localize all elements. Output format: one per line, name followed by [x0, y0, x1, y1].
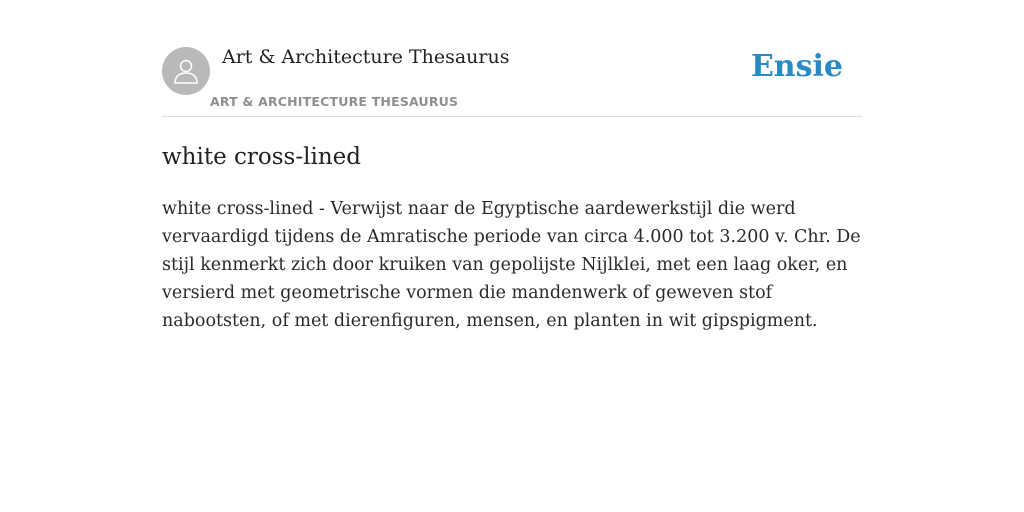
entry-header: [162, 0, 862, 117]
source-title-link[interactable]: Art & Architecture Thesaurus: [222, 46, 510, 68]
entry-definition: white cross-lined - Verwijst naar de Egyptische aardewerkstijl die werd vervaardigd tijdens de Amratische periode van circa 4.000 tot 3.200 v. Chr. De stijl kenmerkt zich door kruiken van gepolijste Nijlklei, met een laag oker, en versierd met geometrische vormen die mandenwerk of geweven stof nabootsten, of met dierenfiguren, mensen, en planten in wit gipspigment.: [162, 199, 861, 331]
brand-logo-link[interactable]: Ensie: [750, 49, 843, 84]
entry-title: white cross-lined: [162, 144, 361, 170]
avatar[interactable]: [162, 47, 210, 95]
user-silhouette-icon: [171, 56, 201, 86]
content-container: [162, 0, 862, 335]
source-subtitle: ART & ARCHITECTURE THESAURUS: [210, 94, 459, 109]
